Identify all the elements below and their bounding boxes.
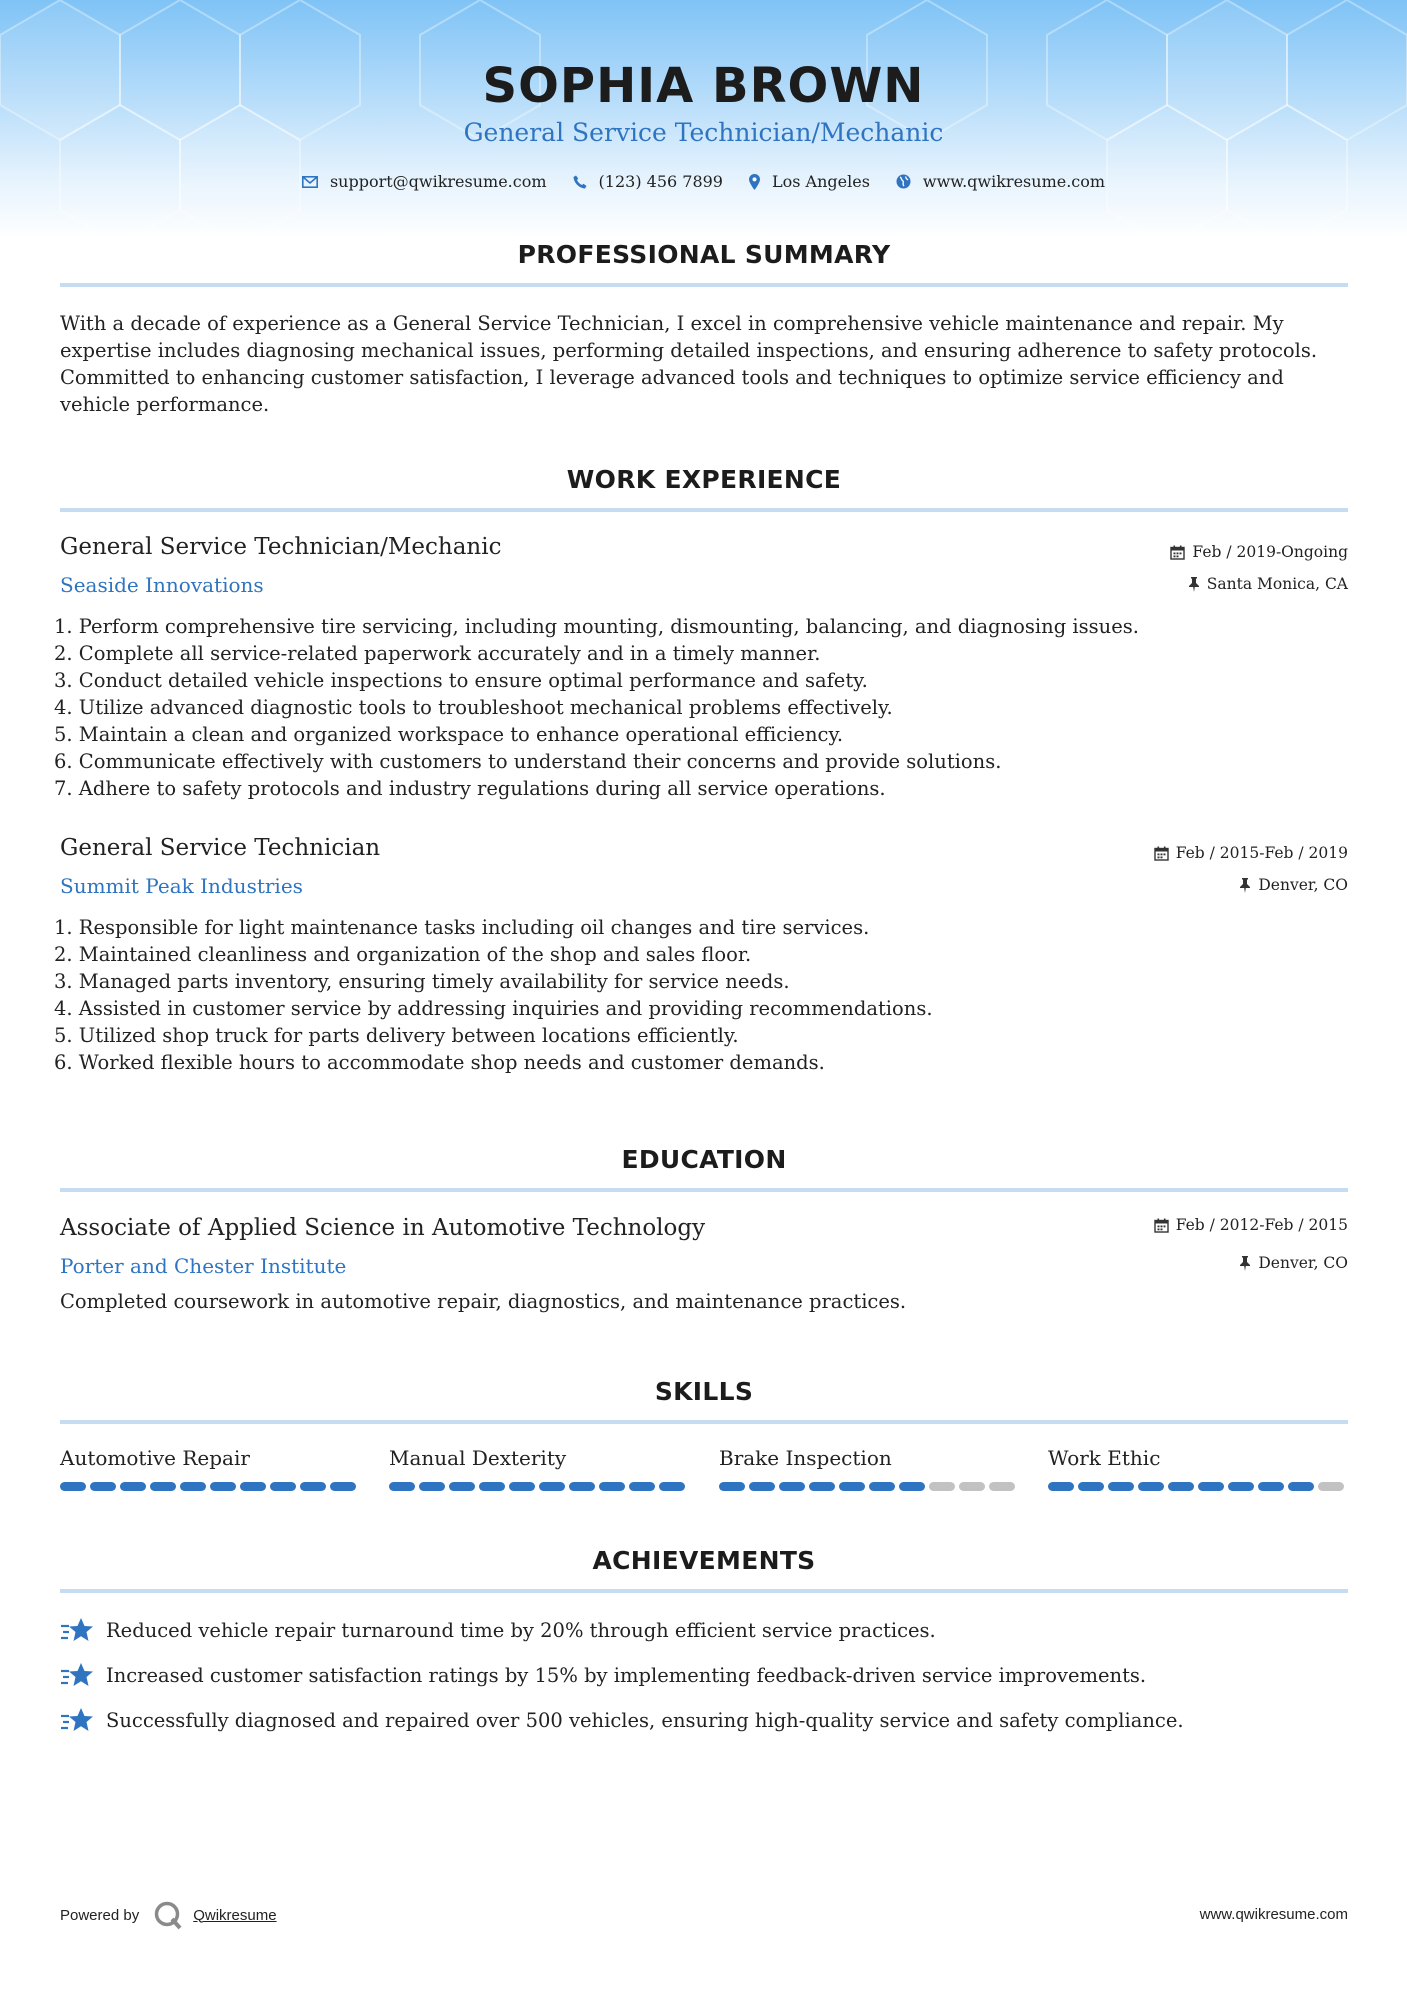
calendar-icon — [1154, 1218, 1169, 1233]
phone-text: (123) 456 7899 — [598, 172, 723, 191]
calendar-icon — [1170, 545, 1185, 560]
list-item: 6. Worked flexible hours to accommodate shop needs and customer demands. — [54, 1051, 825, 1074]
skill-name: Automotive Repair — [60, 1446, 250, 1470]
skill-dot — [1198, 1482, 1224, 1491]
job-dates — [1154, 844, 1348, 862]
skill-dot — [479, 1482, 505, 1491]
contact-bar — [0, 172, 1407, 191]
star-icon — [60, 1617, 94, 1643]
achievements-heading: ACHIEVEMENTS — [592, 1546, 816, 1575]
list-item: 6. Communicate effectively with customers to understand their concerns and provide solutions. — [54, 750, 1002, 773]
skill-dot — [869, 1482, 895, 1491]
education-divider — [60, 1188, 1348, 1192]
list-item: 4. Utilize advanced diagnostic tools to troubleshoot mechanical problems effectively. — [54, 696, 893, 719]
website-text: www.qwikresume.com — [922, 172, 1106, 191]
skill-dot — [899, 1482, 925, 1491]
skill-dot — [210, 1482, 236, 1491]
achievement-item — [60, 1707, 1184, 1733]
skill-dot — [270, 1482, 296, 1491]
skill-item — [389, 1446, 689, 1491]
job-company: Seaside Innovations — [60, 573, 264, 597]
star-icon — [60, 1707, 94, 1733]
skill-dot — [180, 1482, 206, 1491]
skill-dot — [1228, 1482, 1254, 1491]
skill-item — [60, 1446, 360, 1491]
achievement-item — [60, 1662, 1146, 1688]
skill-dot — [150, 1482, 176, 1491]
skill-dot — [1108, 1482, 1134, 1491]
skill-dot — [629, 1482, 655, 1491]
pushpin-icon — [1239, 1256, 1251, 1271]
candidate-role: General Service Technician/Mechanic — [463, 118, 944, 147]
email-text: support@qwikresume.com — [329, 172, 547, 191]
job-responsibilities — [54, 914, 933, 1076]
skill-dot — [1258, 1482, 1284, 1491]
candidate-name: SOPHIA BROWN — [482, 58, 925, 114]
envelope-icon — [302, 176, 318, 188]
summary-divider — [60, 283, 1348, 287]
skill-dot — [300, 1482, 326, 1491]
education-heading: EDUCATION — [621, 1145, 787, 1174]
experience-heading: WORK EXPERIENCE — [566, 465, 842, 494]
skill-dot — [449, 1482, 475, 1491]
education-description: Completed coursework in automotive repair, diagnostics, and maintenance practices. — [60, 1290, 907, 1313]
skills-heading: SKILLS — [654, 1377, 754, 1406]
skill-dot — [959, 1482, 985, 1491]
skill-dot — [90, 1482, 116, 1491]
pushpin-icon — [1188, 577, 1200, 592]
summary-heading: PROFESSIONAL SUMMARY — [517, 240, 891, 269]
achievements-divider — [60, 1589, 1348, 1593]
education-dates-text: Feb / 2012-Feb / 2015 — [1175, 1216, 1348, 1234]
skill-rating — [60, 1482, 360, 1491]
contact-phone[interactable] — [573, 172, 723, 191]
skill-dot — [1168, 1482, 1194, 1491]
skill-dot — [989, 1482, 1015, 1491]
skill-dot — [719, 1482, 745, 1491]
skill-rating — [1048, 1482, 1348, 1491]
job-title: General Service Technician/Mechanic — [60, 534, 502, 560]
skill-dot — [779, 1482, 805, 1491]
list-item: 1. Perform comprehensive tire servicing, including mounting, dismounting, balancing, and diagnosing issues. — [54, 615, 1139, 638]
skill-dot — [1318, 1482, 1344, 1491]
list-item: 4. Assisted in customer service by addressing inquiries and providing recommendations. — [54, 997, 933, 1020]
achievement-text: Increased customer satisfaction ratings by 15% by implementing feedback-driven service improvements. — [106, 1663, 1147, 1687]
skill-name: Manual Dexterity — [389, 1446, 567, 1470]
education-dates — [1154, 1216, 1348, 1234]
job-location-text: Santa Monica, CA — [1206, 575, 1348, 593]
summary-text: With a decade of experience as a General Service Technician, I excel in comprehensive vehicle maintenance and repair. My expertise includes diagnosing mechanical issues, performing detailed inspections, and ensuring adherence to safety protocols. Committed to enhancing customer satisfaction, I leverage advanced tools and techniques to optimize service efficiency and vehicle performance. — [60, 312, 1318, 416]
job-company: Summit Peak Industries — [60, 874, 303, 898]
skill-dot — [330, 1482, 356, 1491]
contact-website[interactable] — [896, 172, 1105, 191]
achievement-item — [60, 1617, 936, 1643]
skill-name: Brake Inspection — [719, 1446, 892, 1470]
skill-dot — [1138, 1482, 1164, 1491]
calendar-icon — [1154, 846, 1169, 861]
list-item: 5. Utilized shop truck for parts delivery between locations efficiently. — [54, 1024, 739, 1047]
brand-link[interactable]: Qwikresume — [193, 1906, 277, 1924]
list-item: 1. Responsible for light maintenance tasks including oil changes and tire services. — [54, 916, 870, 939]
globe-icon — [896, 174, 911, 189]
skill-dot — [749, 1482, 775, 1491]
phone-icon — [573, 175, 587, 189]
experience-divider — [60, 508, 1348, 512]
job-title: General Service Technician — [60, 835, 381, 861]
school-name: Porter and Chester Institute — [60, 1254, 347, 1278]
skill-rating — [389, 1482, 689, 1491]
skill-dot — [599, 1482, 625, 1491]
skills-divider — [60, 1420, 1348, 1424]
footer-website[interactable]: www.qwikresume.com — [1199, 1906, 1348, 1923]
powered-by-label: Powered by — [60, 1906, 140, 1924]
contact-location — [749, 172, 870, 191]
list-item: 2. Complete all service-related paperwork accurately and in a timely manner. — [54, 642, 821, 665]
list-item: 7. Adhere to safety protocols and industry regulations during all service operations. — [54, 777, 886, 800]
skill-dot — [539, 1482, 565, 1491]
achievement-text: Reduced vehicle repair turnaround time by 20% through efficient service practices. — [106, 1618, 936, 1642]
skill-dot — [240, 1482, 266, 1491]
job-location — [1188, 575, 1348, 593]
achievement-text: Successfully diagnosed and repaired over 500 vehicles, ensuring high-quality service and safety compliance. — [106, 1708, 1184, 1732]
map-pin-icon — [749, 174, 760, 190]
skill-dot — [509, 1482, 535, 1491]
list-item: 5. Maintain a clean and organized workspace to enhance operational efficiency. — [54, 723, 844, 746]
skill-dot — [659, 1482, 685, 1491]
skill-dot — [1078, 1482, 1104, 1491]
skill-item — [719, 1446, 1019, 1491]
star-icon — [60, 1662, 94, 1688]
skill-item — [1048, 1446, 1348, 1491]
skill-dot — [389, 1482, 415, 1491]
degree-title: Associate of Applied Science in Automotive Technology — [60, 1215, 706, 1241]
qwikresume-logo-icon — [153, 1900, 183, 1930]
education-location — [1239, 1254, 1348, 1272]
skill-dot — [929, 1482, 955, 1491]
skill-dot — [1048, 1482, 1074, 1491]
job-dates — [1170, 543, 1348, 561]
pushpin-icon — [1239, 878, 1251, 893]
list-item: 3. Conduct detailed vehicle inspections to ensure optimal performance and safety. — [54, 669, 868, 692]
list-item: 2. Maintained cleanliness and organization of the shop and sales floor. — [54, 943, 752, 966]
skill-dot — [809, 1482, 835, 1491]
job-responsibilities — [54, 613, 1139, 802]
skill-dot — [1288, 1482, 1314, 1491]
location-text: Los Angeles — [771, 172, 870, 191]
job-location — [1239, 876, 1348, 894]
job-dates-text: Feb / 2019-Ongoing — [1192, 543, 1348, 561]
job-dates-text: Feb / 2015-Feb / 2019 — [1175, 844, 1348, 862]
skill-dot — [120, 1482, 146, 1491]
skill-dot — [839, 1482, 865, 1491]
skill-dot — [569, 1482, 595, 1491]
contact-email[interactable] — [302, 172, 547, 191]
skill-dot — [419, 1482, 445, 1491]
education-location-text: Denver, CO — [1258, 1254, 1348, 1272]
footer-powered-by — [60, 1900, 277, 1930]
skill-rating — [719, 1482, 1019, 1491]
skill-dot — [60, 1482, 86, 1491]
skill-name: Work Ethic — [1048, 1446, 1161, 1470]
list-item: 3. Managed parts inventory, ensuring timely availability for service needs. — [54, 970, 790, 993]
job-location-text: Denver, CO — [1258, 876, 1348, 894]
